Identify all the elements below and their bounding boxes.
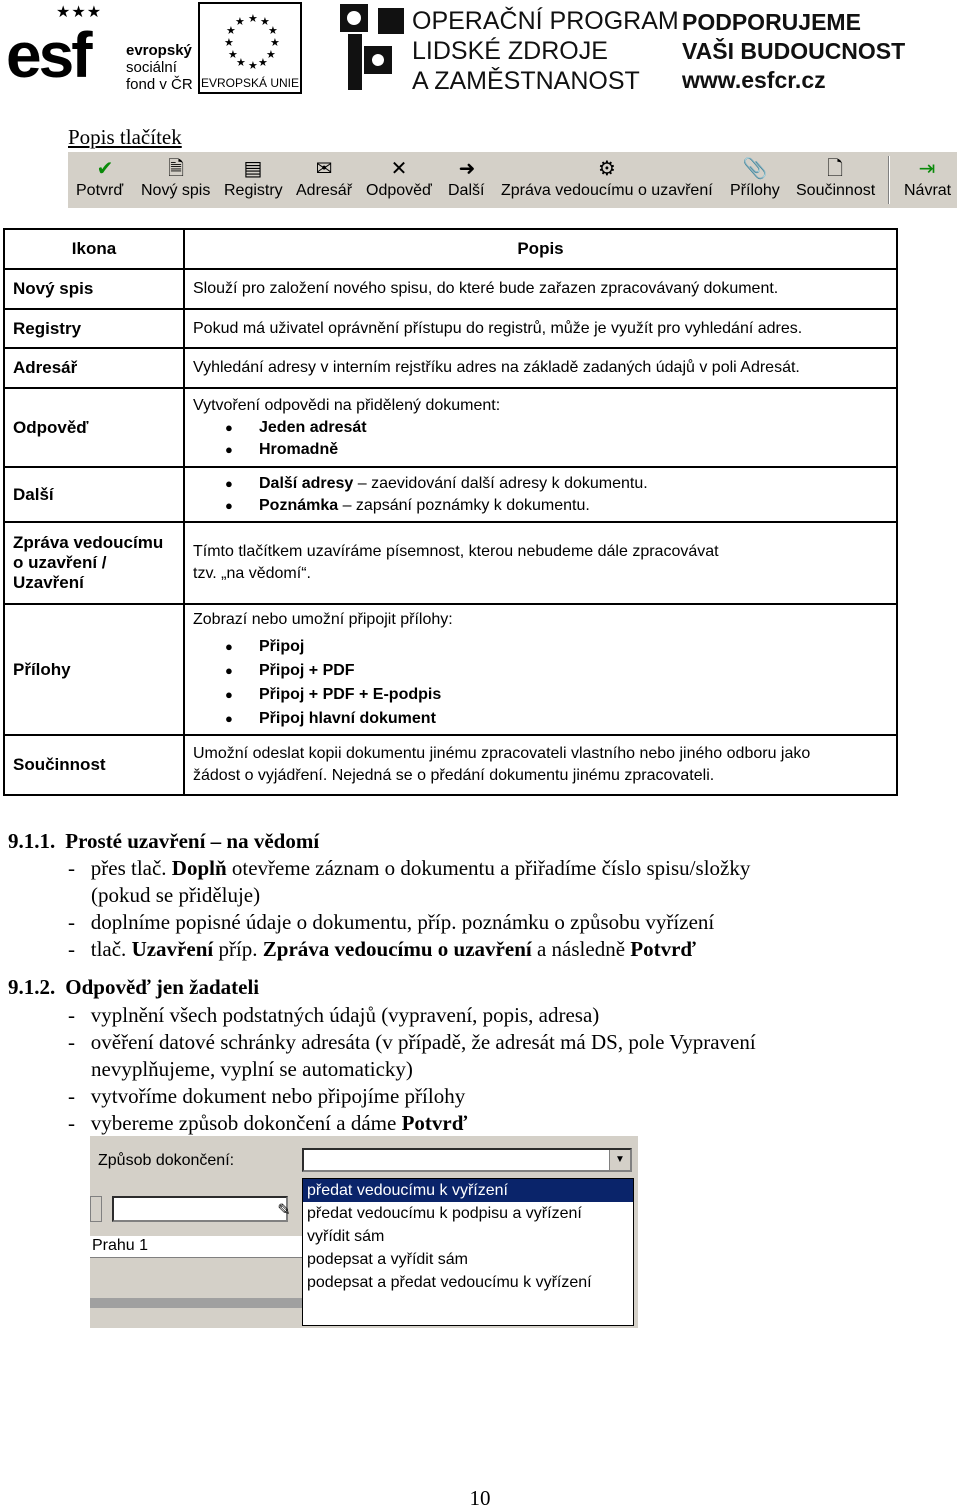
list-item: ● Připoj hlavní dokument — [259, 707, 896, 731]
list-item: ● Připoj — [259, 635, 896, 659]
row-name: Zpráva vedoucímu o uzavření / Uzavření — [4, 522, 184, 604]
new-file-button[interactable]: 🗎 Nový spis — [141, 156, 211, 199]
esf-logo — [6, 2, 196, 94]
row-name: Odpověď — [4, 388, 184, 467]
close-report-button[interactable]: ⚙ Zpráva vedoucímu o uzavření — [501, 156, 713, 199]
sec1-line-1b: (pokud se přiděluje) — [91, 883, 261, 907]
text-input[interactable] — [112, 1196, 288, 1222]
support-text: PODPORUJEME VAŠI BUDOUCNOST www.esfcr.cz — [682, 9, 906, 93]
header-icon: Ikona — [4, 229, 184, 269]
row-name: Registry — [4, 309, 184, 348]
option-item[interactable]: vyřídit sám — [307, 1228, 385, 1245]
table-row — [4, 467, 897, 522]
option-item[interactable]: podepsat a předat vedoucímu k vyřízení — [307, 1274, 592, 1291]
sec2-line-3: - vytvoříme dokument nebo připojíme přílohy — [68, 1084, 466, 1108]
bullet-list — [193, 635, 896, 731]
header-desc: Popis — [184, 229, 897, 269]
chevron-down-icon[interactable]: ▼ — [609, 1150, 630, 1170]
sec1-line-1: - přes tlač. Doplň otevřeme záznam o dokumentu a přiřadíme číslo spisu/složky — [68, 856, 751, 880]
sec2-line-2: - ověření datové schránky adresáta (v případě, že adresát má DS, pole Vypravení — [68, 1030, 756, 1054]
address-book-button[interactable]: ✉ Adresář — [296, 156, 353, 199]
svg-text:★: ★ — [224, 36, 234, 49]
sec1-line-2: - doplníme popisné údaje o dokumentu, příp. poznámku o způsobu vyřízení — [68, 910, 715, 934]
bullet-list — [193, 473, 896, 517]
table-header-row — [4, 229, 897, 269]
list-item: ● Hromadně — [259, 439, 896, 461]
sec2-line-4: - vybereme způsob dokončení a dáme Potvrď — [68, 1111, 468, 1135]
gears-icon: ⚙ — [598, 156, 616, 180]
list-item: ● Jeden adresát — [259, 417, 896, 439]
svg-text:★: ★ — [248, 59, 258, 70]
svg-text:★: ★ — [258, 56, 268, 69]
row-desc: Slouží pro založení nového spisu, do které bude zařazen zpracovávaný dokument. — [184, 269, 897, 309]
completion-select[interactable] — [302, 1148, 632, 1172]
completion-options-list — [302, 1178, 634, 1326]
table-row — [4, 388, 897, 467]
row-name: Součinnost — [4, 735, 184, 795]
row-desc — [184, 467, 897, 522]
option-item[interactable]: podepsat a vyřídit sám — [307, 1251, 468, 1268]
row-name: Další — [4, 467, 184, 522]
puzzle-figure-icon — [338, 2, 408, 94]
address-field[interactable]: Prahu 1 — [90, 1236, 302, 1258]
row-desc: Umožní odeslat kopii dokumentu jinému zpracovateli vlastního nebo jiného odboru jako žádost o vyjádření. Nejedná se o předání dokumentu jinému zpracovateli. — [184, 735, 897, 795]
list-item: ● Připoj + PDF + E-podpis — [259, 683, 896, 707]
section-heading-911: 9.1.1. Prosté uzavření – na vědomí — [8, 829, 320, 853]
svg-text:★: ★ — [260, 15, 270, 28]
pencil-icon[interactable]: ✎ — [277, 1200, 291, 1219]
confirm-button[interactable]: ✔ Potvrď — [76, 156, 124, 199]
address-book-icon: ✉ — [315, 156, 333, 180]
table-row — [4, 309, 897, 348]
op-program-text: OPERAČNÍ PROGRAM LIDSKÉ ZDROJE A ZAMĚSTNANOST — [412, 7, 679, 95]
esf-text: evropský sociální fond v ČR — [126, 42, 193, 93]
esf-stars-icon: ★★★ — [56, 2, 103, 21]
row-name: Nový spis — [4, 269, 184, 309]
reply-x-icon: ✕ — [390, 156, 408, 180]
registry-button[interactable]: ▤ Registry — [224, 156, 283, 199]
registry-icon: ▤ — [243, 156, 263, 180]
paperclip-icon: 📎 — [742, 156, 768, 180]
option-item[interactable]: předat vedoucímu k podpisu a vyřízení — [307, 1205, 582, 1222]
next-arrow-icon: ➜ — [458, 156, 476, 180]
completion-label: Způsob dokončení: — [98, 1152, 235, 1169]
page-number: 10 — [469, 1486, 491, 1510]
svg-text:★: ★ — [270, 36, 280, 49]
option-item[interactable]: předat vedoucímu k vyřízení — [303, 1179, 633, 1202]
table-row — [4, 348, 897, 388]
exit-door-icon: ⇥ — [918, 156, 936, 180]
svg-text:★: ★ — [226, 24, 236, 37]
svg-text:★: ★ — [228, 48, 238, 61]
return-button[interactable]: ⇥ Návrat — [904, 156, 952, 199]
section-heading-912: 9.1.2. Odpověď jen žadateli — [8, 975, 260, 999]
row-desc-text: Zobrazí nebo umožní připojit přílohy: — [193, 610, 453, 628]
eu-flag-logo — [198, 2, 302, 94]
row-desc — [184, 604, 897, 735]
toolbar — [68, 152, 957, 208]
sec1-line-3: - tlač. Uzavření příp. Zpráva vedoucímu o uzavření a následně Potvrď — [68, 937, 696, 961]
svg-text:★: ★ — [248, 12, 258, 25]
next-button[interactable]: ➜ Další — [448, 156, 485, 199]
eu-stars-icon — [208, 10, 296, 70]
table-row — [4, 269, 897, 309]
table-row — [4, 735, 897, 795]
svg-text:★: ★ — [236, 56, 246, 69]
list-item: ● Další adresy – zaevidování další adresy k dokumentu. — [259, 473, 896, 495]
check-icon: ✔ — [96, 156, 114, 180]
svg-text:★: ★ — [235, 15, 245, 28]
buttons-table — [3, 228, 898, 796]
reply-button[interactable]: ✕ Odpověď — [366, 156, 432, 199]
table-row — [4, 604, 897, 735]
completion-dialog — [90, 1136, 638, 1328]
new-file-icon: 🗎 — [167, 156, 185, 180]
bullet-list — [193, 417, 896, 461]
row-name: Přílohy — [4, 604, 184, 735]
row-desc: Tímto tlačítkem uzavíráme písemnost, kterou nebudeme dále zpracovávat tzv. „na vědomí“. — [184, 522, 897, 604]
cooperation-button[interactable]: 🗋 Součinnost — [796, 156, 876, 199]
attachments-button[interactable]: 📎 Přílohy — [730, 156, 780, 199]
section-title-link[interactable]: Popis tlačítek — [68, 125, 182, 149]
sec2-line-1: - vyplnění všech podstatných údajů (vypravení, popis, adresa) — [68, 1003, 600, 1027]
list-item: ● Připoj + PDF — [259, 659, 896, 683]
table-row — [4, 522, 897, 604]
toolbar-separator — [888, 156, 890, 204]
row-name: Adresář — [4, 348, 184, 388]
row-desc: Pokud má uživatel oprávnění přístupu do registrů, může je využít pro vyhledání adres. — [184, 309, 897, 348]
row-desc: Vyhledání adresy v interním rejstříku adres na základě zadaných údajů v poli Adresát. — [184, 348, 897, 388]
svg-text:★: ★ — [266, 48, 276, 61]
document-icon: 🗋 — [826, 156, 844, 180]
row-desc-text: Vytvoření odpovědi na přidělený dokument: — [193, 396, 501, 414]
left-button[interactable] — [90, 1196, 102, 1222]
svg-text:★: ★ — [268, 24, 278, 37]
eu-text: EVROPSKÁ UNIE — [200, 76, 300, 90]
row-desc — [184, 388, 897, 467]
sec2-line-2b: nevyplňujeme, vyplní se automaticky) — [91, 1057, 413, 1081]
list-item: ● Poznámka – zapsání poznámky k dokumentu. — [259, 495, 896, 517]
op-lz-logo — [338, 2, 408, 94]
esf-wordmark: esf — [6, 19, 90, 91]
scroll-strip — [90, 1298, 302, 1308]
